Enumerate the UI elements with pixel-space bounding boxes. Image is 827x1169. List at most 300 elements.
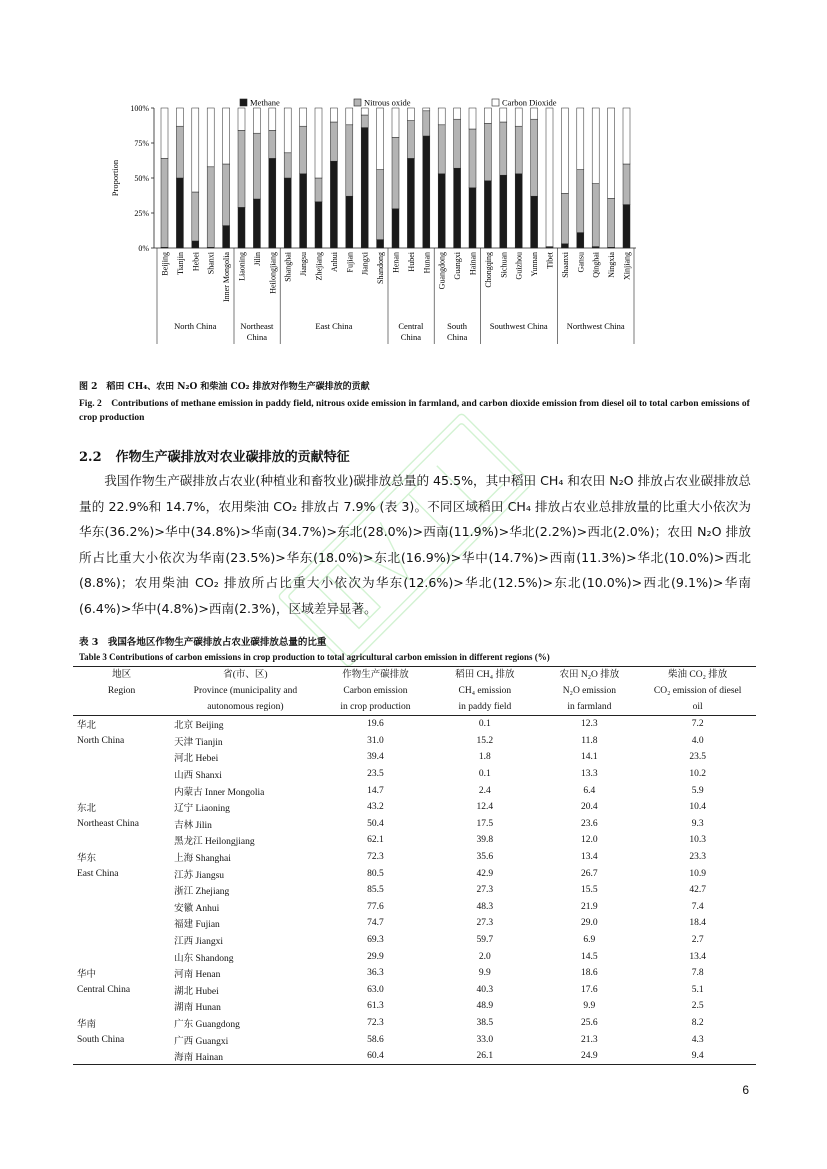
co2-cell: 10.3 <box>689 835 706 846</box>
bar-nitrous-oxide <box>392 137 399 208</box>
bar-nitrous-oxide <box>500 122 507 175</box>
crop-emission-cell: 60.4 <box>367 1051 384 1062</box>
x-tick-label: Shanxi <box>206 252 216 275</box>
crop-emission-cell: 77.6 <box>367 901 384 912</box>
bar-nitrous-oxide <box>592 184 599 247</box>
table-row <box>73 716 756 733</box>
co2-cell: 9.3 <box>691 818 704 829</box>
ch4-cell: 42.9 <box>476 868 494 879</box>
region-cell <box>73 749 170 766</box>
ch4-cell: 39.8 <box>476 835 494 846</box>
legend-swatch <box>354 99 361 106</box>
bar-nitrous-oxide <box>438 125 445 174</box>
region-cell: South China <box>77 1034 125 1045</box>
x-tick-label: Jilin <box>252 252 262 266</box>
region-cell: Central China <box>77 984 131 995</box>
co2-cell: 18.4 <box>689 918 706 929</box>
province-cell: 广东 Guangdong <box>174 1019 240 1030</box>
bar-nitrous-oxide <box>253 133 260 199</box>
body-paragraph: 我国作物生产碳排放占农业(种植业和畜牧业)碳排放总量的 45.5%，其中稻田 CH₄ 和农田 N₂O 排放占农业碳排放总量的 22.9%和 14.7%，农用柴油 CO₂ 排放占 7.9% (表 3)。不同区域稻田 CH₄ 排放占农业总排放量的比重大小依次为华东(36.2%)>华中(34.8%)>华南(34.7%)>东北(28.0%)>西南(11.9%)>华北(2.2%)>西北(2.0%)；农田 N₂O 排放所占比重大小依次为华南(23.5%)>华东(18.0%)>东北(16.9%)>华中(14.7%)>西南(11.3%)>华北(10.0%)>西北(8.8%)；农用柴油 CO₂ 排放所占比重大小依次为华东(12.6%)>华北(12.5%)>东北(10.0%)>西北(9.1%)>华南(6.4%)>华中(4.8%)>西南(2.3%)，区域差异显著。 <box>79 473 751 616</box>
crop-emission-cell: 36.3 <box>367 968 384 979</box>
x-tick-label: Shandong <box>376 252 386 284</box>
legend-label: Carbon Dioxide <box>502 97 557 108</box>
x-tick-label: Liaoning <box>237 252 247 281</box>
province-cell: 河北 Hebei <box>174 754 219 765</box>
bar-nitrous-oxide <box>623 164 630 205</box>
x-tick-label: Hainan <box>468 252 478 276</box>
ch4-cell: 27.3 <box>476 885 494 896</box>
co2-cell: 42.7 <box>689 885 706 896</box>
legend-label: Nitrous oxide <box>364 97 411 108</box>
co2-cell: 23.5 <box>689 752 706 763</box>
ch4-cell: 0.1 <box>478 719 491 730</box>
bar-methane <box>315 202 322 248</box>
bar-methane <box>284 178 291 248</box>
table-row <box>73 965 756 982</box>
x-tick-label: Tianjin <box>175 252 185 275</box>
n2o-cell: 17.6 <box>581 984 598 995</box>
bar-nitrous-oxide <box>161 158 168 247</box>
co2-cell: 10.2 <box>689 769 706 780</box>
crop-emission-cell: 14.7 <box>367 785 384 796</box>
bar-carbon-dioxide <box>315 108 322 178</box>
n2o-cell: 11.8 <box>581 735 598 746</box>
bar-carbon-dioxide <box>300 108 307 126</box>
table-row <box>73 1048 756 1065</box>
bar-nitrous-oxide <box>269 130 276 158</box>
bar-carbon-dioxide <box>192 108 199 192</box>
bar-nitrous-oxide <box>577 170 584 233</box>
x-tick-label: Shaanxi <box>560 252 570 278</box>
ch4-cell: 48.3 <box>476 901 494 912</box>
co2-cell: 23.3 <box>689 852 706 863</box>
crop-emission-cell: 74.7 <box>367 918 384 929</box>
bar-nitrous-oxide <box>284 153 291 178</box>
co2-cell: 10.9 <box>689 868 706 879</box>
bar-carbon-dioxide <box>469 108 476 129</box>
bar-nitrous-oxide <box>176 126 183 178</box>
x-tick-label: Fujian <box>345 251 355 273</box>
col-header-crop-emission: 作物生产碳排放 Carbon emission <box>342 670 409 696</box>
bar-carbon-dioxide <box>176 108 183 126</box>
region-cell: Northeast China <box>77 818 140 829</box>
crop-emission-cell: 50.4 <box>367 818 384 829</box>
n2o-cell: 14.1 <box>581 752 598 763</box>
region-cell: North China <box>77 735 125 746</box>
co2-cell: 5.9 <box>691 785 704 796</box>
co2-cell: 8.2 <box>691 1017 704 1028</box>
n2o-cell: 26.7 <box>581 868 598 879</box>
province-cell: 海南 Hainan <box>174 1053 223 1064</box>
ch4-cell: 35.6 <box>476 852 494 863</box>
x-tick-label: Jiangsu <box>299 252 309 276</box>
n2o-cell: 20.4 <box>581 802 598 813</box>
province-cell: 福建 Fujian <box>174 920 220 931</box>
group-label: South China <box>446 321 468 342</box>
n2o-cell: 13.3 <box>581 769 598 780</box>
group-label: East China <box>315 321 353 331</box>
bar-nitrous-oxide <box>423 111 430 136</box>
bar-methane <box>361 128 368 248</box>
bar-methane <box>346 196 353 248</box>
legend-swatch <box>492 99 499 106</box>
figure-caption-en: Fig. 2 Contributions of methane emission in paddy field, nitrous oxide emission in farmland, and carbon dioxide emission from diesel oil to total carbon emissions of crop production <box>79 399 750 423</box>
bar-carbon-dioxide <box>223 108 230 164</box>
co2-cell: 4.0 <box>691 735 704 746</box>
bar-methane <box>469 188 476 248</box>
crop-emission-cell: 43.2 <box>367 802 384 813</box>
ch4-cell: 40.3 <box>476 984 494 995</box>
x-tick-label: Hubei <box>406 252 416 272</box>
bar-nitrous-oxide <box>561 193 568 243</box>
table-row <box>73 998 756 1015</box>
table-row <box>73 865 756 882</box>
bar-carbon-dioxide <box>515 108 522 126</box>
bar-methane <box>330 161 337 248</box>
bar-nitrous-oxide <box>238 130 245 207</box>
bar-methane <box>300 174 307 248</box>
n2o-cell: 9.9 <box>583 1001 596 1012</box>
bar-methane <box>269 158 276 248</box>
x-tick-label: Guizhou <box>514 252 524 280</box>
province-cell: 广西 Guangxi <box>174 1036 229 1047</box>
table-row <box>73 733 756 750</box>
x-tick-label: Zhejiang <box>314 252 324 281</box>
bar-nitrous-oxide <box>346 125 353 196</box>
y-axis-label: Proportion <box>110 159 120 197</box>
province-cell: 河南 Henan <box>174 970 221 981</box>
bar-carbon-dioxide <box>253 108 260 133</box>
bar-nitrous-oxide <box>407 121 414 159</box>
x-tick-label: Henan <box>391 252 401 273</box>
col-header-n2o: 农田 N₂O 排放 N₂O emission <box>559 670 620 696</box>
stacked-bar-chart <box>100 88 660 348</box>
bar-nitrous-oxide <box>454 119 461 168</box>
x-tick-label: Guangxi <box>453 252 463 280</box>
col-subheader-ch4: in paddy field <box>430 699 539 716</box>
region-cell <box>73 782 170 799</box>
province-cell: 江苏 Jiangsu <box>174 870 225 881</box>
bar-nitrous-oxide <box>315 178 322 202</box>
bar-carbon-dioxide <box>330 108 337 122</box>
province-cell: 山西 Shanxi <box>174 771 222 782</box>
ch4-cell: 27.3 <box>476 918 494 929</box>
x-tick-label: Xinjiang <box>622 252 632 280</box>
x-tick-label: Anhui <box>329 252 339 272</box>
bar-nitrous-oxide <box>192 192 199 241</box>
region-cell <box>73 766 170 783</box>
n2o-cell: 12.0 <box>581 835 598 846</box>
ch4-cell: 1.8 <box>478 752 491 763</box>
bar-carbon-dioxide <box>207 108 214 167</box>
y-tick-label: 25% <box>134 209 149 218</box>
bar-methane <box>176 178 183 248</box>
crop-emission-cell: 58.6 <box>367 1034 384 1045</box>
bar-methane <box>238 207 245 248</box>
crop-emission-cell: 62.1 <box>367 835 384 846</box>
col-header-region: 地区 Region <box>107 670 136 696</box>
province-cell: 黑龙江 Heilongjiang <box>174 837 255 848</box>
section-number: 2.2 <box>79 450 102 465</box>
crop-emission-cell: 39.4 <box>367 752 384 763</box>
bar-methane <box>253 199 260 248</box>
col-header-ch4: 稻田 CH₄ 排放 CH₄ emission <box>455 670 515 696</box>
ch4-cell: 26.1 <box>476 1051 494 1062</box>
province-cell: 天津 Tianjin <box>174 737 223 748</box>
ch4-cell: 48.9 <box>476 1001 494 1012</box>
n2o-cell: 29.0 <box>581 918 598 929</box>
bar-methane <box>561 244 568 248</box>
region-cell <box>73 1048 170 1065</box>
table-row <box>73 948 756 965</box>
bar-methane <box>500 175 507 248</box>
table-row <box>73 982 756 999</box>
bar-nitrous-oxide <box>361 115 368 128</box>
group-label: Central China <box>398 321 424 342</box>
n2o-cell: 12.3 <box>581 719 598 730</box>
ch4-cell: 15.2 <box>476 735 494 746</box>
bar-carbon-dioxide <box>361 108 368 115</box>
region-cell: 华东 <box>77 854 97 865</box>
n2o-cell: 13.4 <box>581 852 598 863</box>
bar-methane <box>454 168 461 248</box>
bar-nitrous-oxide <box>223 164 230 226</box>
co2-cell: 10.4 <box>689 802 706 813</box>
table-row <box>73 832 756 849</box>
col-subheader-crop-emission: in crop production <box>321 699 431 716</box>
crop-emission-cell: 69.3 <box>367 935 384 946</box>
bar-carbon-dioxide <box>454 108 461 119</box>
region-cell: East China <box>77 868 119 879</box>
province-cell: 吉林 Jilin <box>174 820 212 831</box>
province-cell: 湖南 Hunan <box>174 1003 221 1014</box>
x-tick-label: Guangdong <box>437 252 447 290</box>
y-tick-label: 0% <box>138 244 149 253</box>
col-subheader-province: autonomous region) <box>170 699 320 716</box>
co2-cell: 4.3 <box>691 1034 704 1045</box>
region-cell: 华南 <box>77 1019 97 1030</box>
legend-label: Methane <box>250 97 280 108</box>
bar-methane <box>407 158 414 248</box>
col-subheader-region <box>73 699 170 716</box>
crop-emission-cell: 63.0 <box>367 984 384 995</box>
region-cell <box>73 998 170 1015</box>
crop-emission-cell: 72.3 <box>367 1017 384 1028</box>
bar-carbon-dioxide <box>561 108 568 193</box>
province-cell: 江西 Jiangxi <box>174 937 223 948</box>
x-tick-label: Heilongjiang <box>268 252 278 294</box>
bar-carbon-dioxide <box>608 108 615 198</box>
bar-nitrous-oxide <box>330 122 337 161</box>
bar-carbon-dioxide <box>623 108 630 164</box>
bar-methane <box>223 226 230 248</box>
col-subheader-n2o: in farmland <box>539 699 639 716</box>
bar-methane <box>531 196 538 248</box>
bar-nitrous-oxide <box>469 129 476 188</box>
bar-nitrous-oxide <box>608 198 615 247</box>
crop-emission-cell: 23.5 <box>367 769 384 780</box>
co2-cell: 9.4 <box>691 1051 704 1062</box>
table-row <box>73 766 756 783</box>
x-tick-label: Chongqing <box>483 252 493 288</box>
ch4-cell: 12.4 <box>476 802 494 813</box>
data-table <box>73 666 756 1065</box>
section-title: 作物生产碳排放对农业碳排放的贡献特征 <box>115 450 350 465</box>
bar-methane <box>623 205 630 248</box>
province-cell: 浙江 Zhejiang <box>174 887 230 898</box>
ch4-cell: 38.5 <box>476 1017 494 1028</box>
n2o-cell: 6.4 <box>583 785 596 796</box>
table-row <box>73 932 756 949</box>
table-title-zh: 表 3 我国各地区作物生产碳排放占农业碳排放总量的比重 <box>79 637 327 648</box>
region-cell <box>73 948 170 965</box>
col-header-co2: 柴油 CO₂ 排放 CO₂ emission of diesel <box>653 670 742 696</box>
x-tick-label: Gansu <box>576 252 586 273</box>
table-row <box>73 915 756 932</box>
bar-methane <box>192 241 199 248</box>
crop-emission-cell: 31.0 <box>367 735 384 746</box>
table-row <box>73 899 756 916</box>
bar-nitrous-oxide <box>377 170 384 240</box>
x-tick-label: Hunan <box>422 252 432 274</box>
table-row <box>73 749 756 766</box>
bar-methane <box>515 174 522 248</box>
region-cell <box>73 915 170 932</box>
bar-carbon-dioxide <box>577 108 584 170</box>
bar-carbon-dioxide <box>500 108 507 122</box>
n2o-cell: 6.9 <box>583 935 596 946</box>
bar-carbon-dioxide <box>407 108 414 121</box>
bar-carbon-dioxide <box>238 108 245 130</box>
x-tick-label: Hebei <box>191 252 201 272</box>
x-tick-label: Ningxia <box>607 252 617 278</box>
x-tick-label: Jiangxi <box>360 252 370 276</box>
ch4-cell: 17.5 <box>476 818 494 829</box>
crop-emission-cell: 85.5 <box>367 885 384 896</box>
province-cell: 内蒙古 Inner Mongolia <box>174 787 265 798</box>
group-label: Northwest China <box>566 321 625 331</box>
table-title-en: Table 3 Contributions of carbon emissions in crop production to total agricultural carbon emission in different regions (%) <box>79 652 550 662</box>
province-cell: 辽宁 Liaoning <box>174 804 230 815</box>
co2-cell: 13.4 <box>689 951 706 962</box>
bar-carbon-dioxide <box>377 108 384 170</box>
n2o-cell: 15.5 <box>581 885 598 896</box>
x-tick-label: Inner Mongolia <box>222 252 232 302</box>
co2-cell: 7.8 <box>691 968 704 979</box>
region-cell: 华中 <box>77 970 97 981</box>
crop-emission-cell: 19.6 <box>367 719 384 730</box>
n2o-cell: 21.3 <box>581 1034 598 1045</box>
co2-cell: 7.4 <box>691 901 704 912</box>
group-label: Southwest China <box>489 321 548 331</box>
x-tick-label: Beijing <box>160 252 170 276</box>
figure-caption-zh: 图 2 稻田 CH₄、农田 N₂O 和柴油 CO₂ 排放对作物生产碳排放的贡献 <box>79 382 370 392</box>
ch4-cell: 0.1 <box>478 769 491 780</box>
bar-methane <box>377 240 384 248</box>
ch4-cell: 2.4 <box>478 785 491 796</box>
y-tick-label: 100% <box>130 104 149 113</box>
ch4-cell: 9.9 <box>478 968 491 979</box>
co2-cell: 5.1 <box>691 984 704 995</box>
page-number: 6 <box>742 1083 749 1097</box>
bar-nitrous-oxide <box>300 126 307 174</box>
bar-carbon-dioxide <box>438 108 445 125</box>
n2o-cell: 21.9 <box>581 901 598 912</box>
bar-carbon-dioxide <box>546 108 553 247</box>
table-row <box>73 882 756 899</box>
region-cell: 东北 <box>77 804 97 815</box>
table-row <box>73 1031 756 1048</box>
co2-cell: 2.5 <box>691 1001 704 1012</box>
n2o-cell: 18.6 <box>581 968 598 979</box>
x-tick-label: Tibet <box>545 252 555 269</box>
province-cell: 上海 Shanghai <box>174 854 231 865</box>
col-subheader-co2: oil <box>639 699 756 716</box>
bar-nitrous-oxide <box>515 126 522 174</box>
bar-carbon-dioxide <box>423 108 430 111</box>
bar-methane <box>438 174 445 248</box>
bar-carbon-dioxide <box>484 108 491 123</box>
province-cell: 山东 Shandong <box>174 953 234 964</box>
co2-cell: 2.7 <box>691 935 704 946</box>
region-cell <box>73 882 170 899</box>
bar-carbon-dioxide <box>161 108 168 158</box>
crop-emission-cell: 72.3 <box>367 852 384 863</box>
y-tick-label: 50% <box>134 174 149 183</box>
bar-carbon-dioxide <box>284 108 291 153</box>
province-cell: 北京 Beijing <box>174 721 224 732</box>
bar-carbon-dioxide <box>346 108 353 125</box>
n2o-cell: 14.5 <box>581 951 598 962</box>
crop-emission-cell: 29.9 <box>367 951 384 962</box>
table-row <box>73 849 756 866</box>
x-tick-label: Yunnan <box>530 252 540 277</box>
x-tick-label: Sichuan <box>499 252 509 278</box>
table-row <box>73 799 756 816</box>
table-row <box>73 782 756 799</box>
bar-methane <box>392 209 399 248</box>
bar-methane <box>423 136 430 248</box>
bar-nitrous-oxide <box>207 167 214 248</box>
n2o-cell: 24.9 <box>581 1051 598 1062</box>
n2o-cell: 23.6 <box>581 818 598 829</box>
crop-emission-cell: 80.5 <box>367 868 384 879</box>
bar-methane <box>484 181 491 248</box>
province-cell: 湖北 Hubei <box>174 986 219 997</box>
bar-carbon-dioxide <box>592 108 599 184</box>
ch4-cell: 2.0 <box>478 951 491 962</box>
legend-swatch <box>240 99 247 106</box>
region-cell <box>73 932 170 949</box>
y-tick-label: 75% <box>134 139 149 148</box>
group-label: Northeast China <box>240 321 274 342</box>
table-row <box>73 816 756 833</box>
bar-nitrous-oxide <box>484 123 491 180</box>
crop-emission-cell: 61.3 <box>367 1001 384 1012</box>
ch4-cell: 33.0 <box>476 1034 494 1045</box>
x-tick-label: Qinghai <box>591 252 601 278</box>
bar-carbon-dioxide <box>269 108 276 130</box>
section-heading <box>79 446 364 465</box>
bar-methane <box>577 233 584 248</box>
ch4-cell: 59.7 <box>476 935 494 946</box>
region-cell <box>73 832 170 849</box>
col-header-province: 省(市、区) Province (municipality and <box>193 670 298 696</box>
bar-carbon-dioxide <box>531 108 538 119</box>
group-label: North China <box>174 321 217 331</box>
province-cell: 安徽 Anhui <box>174 903 220 914</box>
co2-cell: 7.2 <box>691 719 704 730</box>
